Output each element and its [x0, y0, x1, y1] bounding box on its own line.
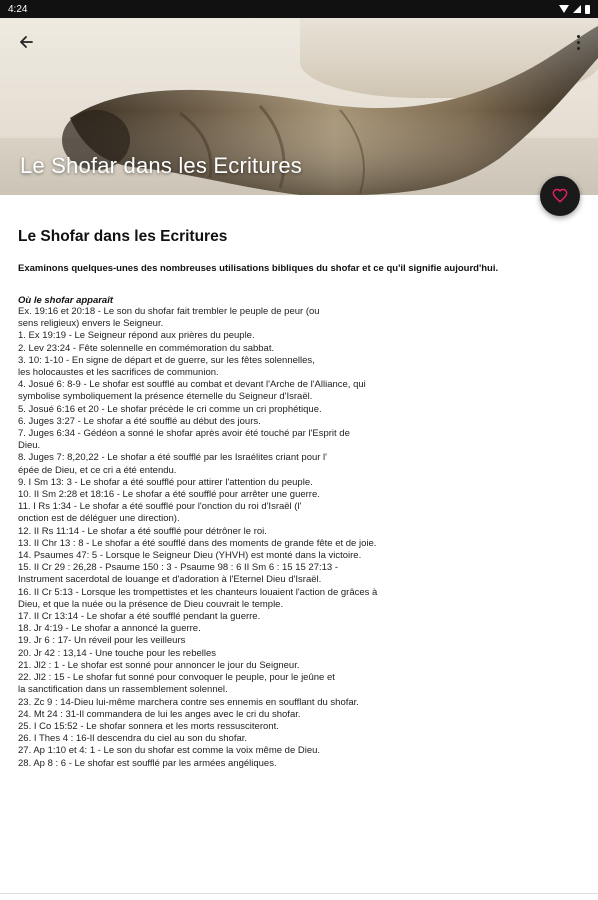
list-item: 2. Lev 23:24 - Fête solennelle en commémoration du sabbat.	[18, 342, 275, 354]
list-item: 12. II Rs 11:14 - Le shofar a été soufflé pour détrôner le roi.	[18, 525, 267, 537]
heart-outline-icon	[552, 188, 568, 204]
status-bar	[0, 0, 598, 18]
verse-list	[18, 306, 583, 770]
list-item: 18. Jr 4:19 - Le shofar a annoncé la guerre.	[18, 623, 201, 635]
list-item: 14. Psaumes 47: 5 - Lorsque le Seigneur Dieu (YHVH) est monté dans la victoire.	[18, 550, 362, 562]
article-title: Le Shofar dans les Ecritures	[18, 228, 228, 245]
hero-title: Le Shofar dans les Ecritures	[20, 153, 302, 178]
list-item: 10. II Sm 2:28 et 18:16 - Le shofar a été soufflé pour arrêter une guerre.	[18, 489, 320, 501]
list-item: 13. II Chr 13 : 8 - Le shofar a été soufflé dans des moments de grande fête et de joie.	[18, 537, 377, 549]
signal-icon	[573, 5, 581, 13]
list-item: Ex. 19:16 et 20:18 - Le son du shofar fait trembler le peuple de peur (ou sens religieux) envers le Seigneur.	[18, 306, 320, 330]
more-vert-icon	[577, 35, 580, 38]
list-item: 23. Zc 9 : 14-Dieu lui-même marchera contre ses ennemis en soufflant du shofar.	[18, 696, 359, 708]
list-item: 25. I Co 15:52 - Le shofar sonnera et les morts ressusciteront.	[18, 720, 279, 732]
list-item: 1. Ex 19:19 - Le Seigneur répond aux prières du peuple.	[18, 330, 255, 342]
list-item: 6. Juges 3:27 - Le shofar a été soufflé au début des jours.	[18, 415, 261, 427]
list-item: 3. 10: 1-10 - En signe de départ et de guerre, sur les fêtes solennelles, les holocaustes et les sacrifices de communion.	[18, 354, 315, 379]
favorite-button[interactable]	[540, 176, 580, 216]
list-item: 16. II Cr 5:13 - Lorsque les trompettistes et les chanteurs louaient l'action de grâces à Dieu, et que la nuée ou la présence de Dieu couvrait le temple.	[18, 586, 378, 610]
list-item: 22. Jl2 : 15 - Le shofar fut sonné pour convoquer le peuple, pour le jeûne et la sanctification dans un rassemblement solennel.	[18, 672, 335, 696]
article-intro: Examinons quelques-unes des nombreuses utilisations bibliques du shofar et ce qu'il signifie aujourd'hui.	[18, 263, 499, 274]
section-heading: Où le shofar apparaît	[18, 295, 114, 306]
wifi-icon	[559, 5, 569, 13]
list-item: 8. Juges 7: 8,20,22 - Le shofar a été soufflé par les Israélites criant pour l' épée de Dieu, et ce cri a été entendu.	[18, 452, 327, 476]
list-item: 7. Juges 6:34 - Gédéon a sonné le shofar après avoir été touché par l'Esprit de Dieu.	[18, 428, 350, 452]
article-content	[18, 228, 583, 770]
list-item: 24. Mt 24 : 31-Il commandera de lui les anges avec le cri du shofar.	[18, 708, 301, 720]
list-item: 17. II Cr 13:14 - Le shofar a été soufflé pendant la guerre.	[18, 611, 261, 623]
status-icons	[559, 5, 590, 14]
hero-image	[0, 18, 598, 195]
list-item: 20. Jr 42 : 13,14 - Une touche pour les rebelles	[18, 647, 217, 659]
back-button[interactable]	[10, 26, 42, 58]
divider	[0, 893, 598, 894]
arrow-left-icon	[18, 34, 34, 50]
list-item: 15. II Cr 29 : 26,28 - Psaume 150 : 3 - Psaume 98 : 6 II Sm 6 : 15 15 27:13 - Instrument sacerdotal de louange et d'adoration à l'Eternel Dieu d'Israël.	[18, 562, 339, 586]
battery-icon	[585, 5, 590, 14]
status-time: 4:24	[8, 3, 28, 15]
list-item: 11. I Rs 1:34 - Le shofar a été soufflé pour l'onction du roi d'Israël (l' onction est de déléguer une direction).	[18, 501, 302, 525]
list-item: 19. Jr 6 : 17- Un réveil pour les veilleurs	[18, 635, 186, 647]
list-item: 9. I Sm 13: 3 - Le shofar a été soufflé pour attirer l'attention du peuple.	[18, 476, 313, 488]
list-item: 4. Josué 6: 8-9 - Le shofar est soufflé au combat et devant l'Arche de l'Alliance, qui symbolise symboliquement la présence éternelle du Seigneur d'Israël.	[18, 379, 366, 403]
list-item: 21. Jl2 : 1 - Le shofar est sonné pour annoncer le jour du Seigneur.	[18, 659, 300, 671]
list-item: 28. Ap 8 : 6 - Le shofar est soufflé par les armées angéliques.	[18, 757, 277, 769]
list-item: 27. Ap 1:10 et 4: 1 - Le son du shofar est comme la voix même de Dieu.	[18, 745, 321, 757]
list-item: 26. I Thes 4 : 16-Il descendra du ciel au son du shofar.	[18, 733, 248, 745]
list-item: 5. Josué 6:16 et 20 - Le shofar précède le cri comme un cri prophétique.	[18, 403, 322, 415]
more-options-button[interactable]	[566, 26, 590, 58]
